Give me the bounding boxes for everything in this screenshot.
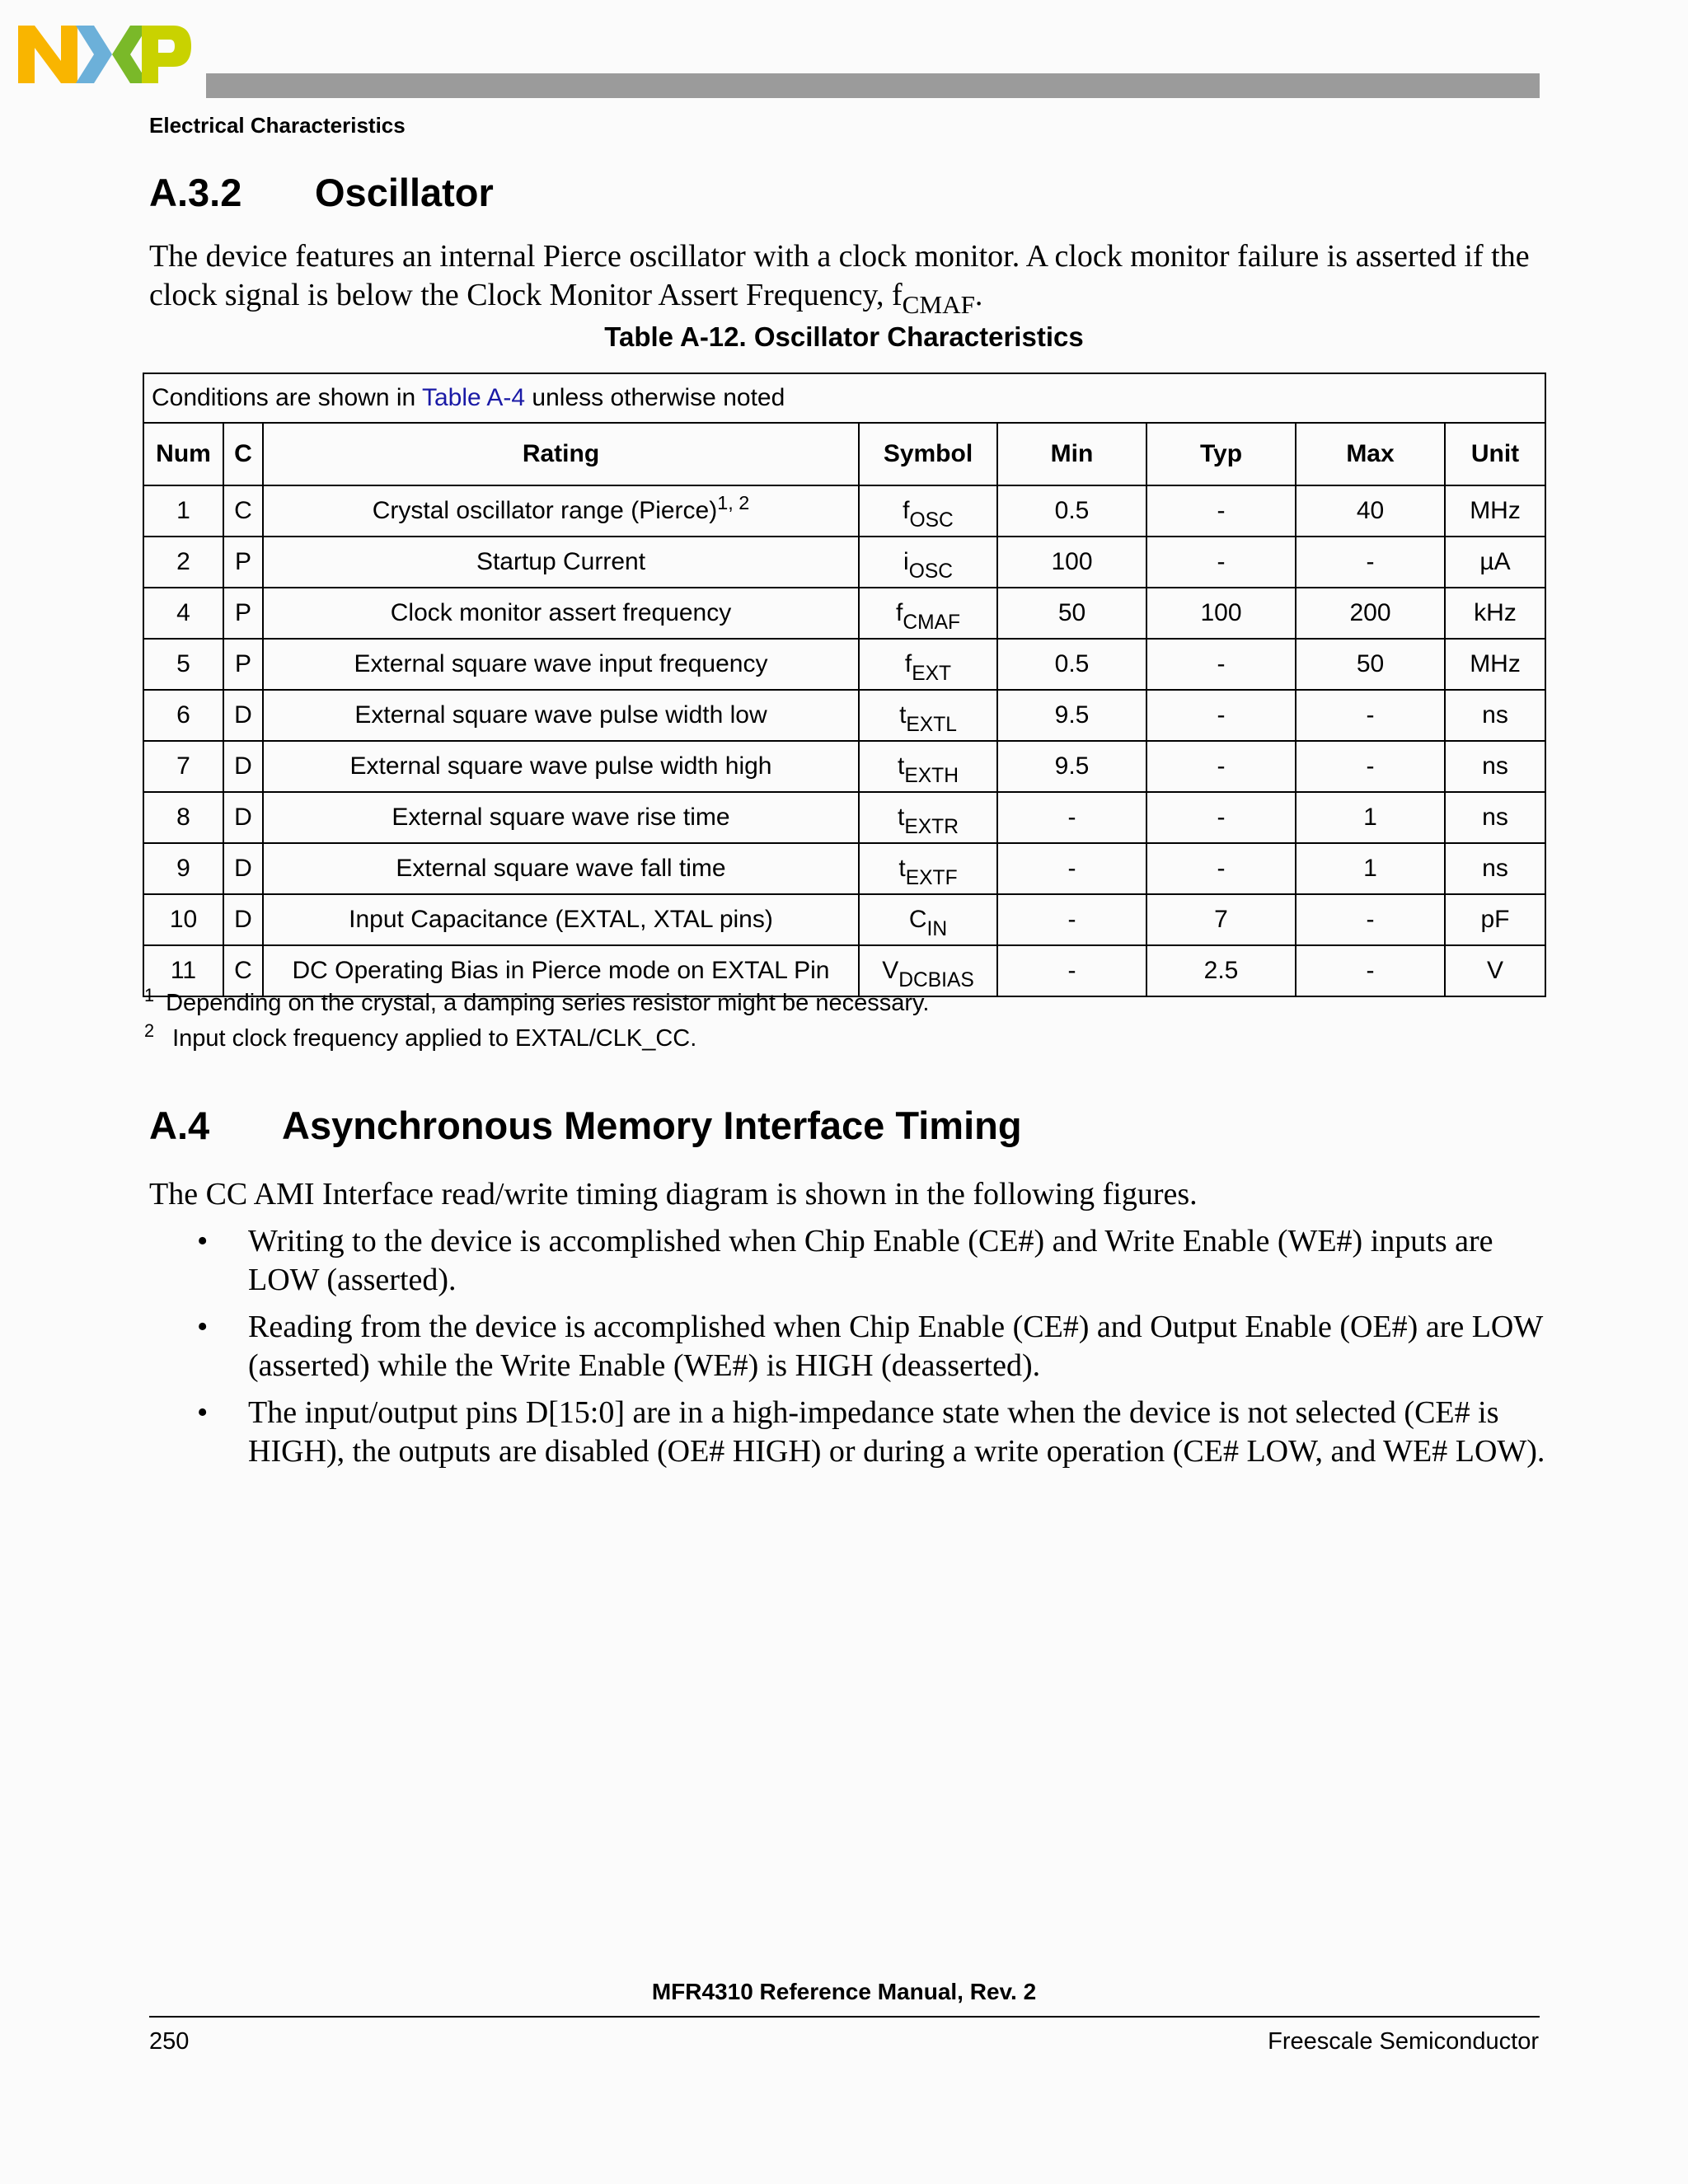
bullet-list — [149, 1222, 1550, 1479]
cell-rating: Clock monitor assert frequency — [263, 588, 859, 639]
cell-rating: DC Operating Bias in Pierce mode on EXTAL Pin — [263, 945, 859, 996]
cell-max: - — [1296, 894, 1445, 945]
cell-max: 50 — [1296, 639, 1445, 690]
cell-symbol: $t_{EXTH}$ — [859, 741, 997, 792]
bullet-icon: • — [197, 1310, 209, 1344]
cell-c: P — [223, 537, 263, 588]
cell-typ: 100 — [1146, 588, 1296, 639]
cell-rating: External square wave pulse width low — [263, 690, 859, 741]
cell-min: - — [997, 945, 1146, 996]
cell-unit: ns — [1445, 741, 1545, 792]
column-header: Min — [997, 423, 1146, 485]
cell-typ: - — [1146, 485, 1296, 537]
column-header: Unit — [1445, 423, 1545, 485]
cell-typ: 2.5 — [1146, 945, 1296, 996]
cell-rating: External square wave input frequency — [263, 639, 859, 690]
section-heading-a4 — [149, 1103, 1022, 1148]
cell-c: D — [223, 843, 263, 894]
cell-num: 7 — [143, 741, 223, 792]
cell-unit: MHz — [1445, 639, 1545, 690]
cell-rating: Startup Current — [263, 537, 859, 588]
cell-max: - — [1296, 690, 1445, 741]
cell-max: 1 — [1296, 843, 1445, 894]
cell-max: - — [1296, 537, 1445, 588]
table-row — [143, 792, 1545, 843]
section-heading-a32 — [149, 170, 494, 215]
cell-typ: - — [1146, 792, 1296, 843]
table-row — [143, 843, 1545, 894]
column-header: Max — [1296, 423, 1445, 485]
cell-min: 0.5 — [997, 485, 1146, 537]
running-header: Electrical Characteristics — [149, 113, 406, 138]
section-number: A.4 — [149, 1104, 210, 1147]
cell-symbol: $t_{EXTL}$ — [859, 690, 997, 741]
cell-symbol: $V_{DCBIAS}$ — [859, 945, 997, 996]
footnote-1: $^1$ Depending on the crystal, a damping series resistor might be necessary. — [144, 985, 930, 1016]
cell-c: D — [223, 690, 263, 741]
header-row — [143, 423, 1545, 485]
cell-min: - — [997, 894, 1146, 945]
column-header: Rating — [263, 423, 859, 485]
cell-rating: Crystal oscillator range (Pierce)$^{1, 2}$ — [263, 485, 859, 537]
cell-rating: External square wave rise time — [263, 792, 859, 843]
nxp-logo — [18, 21, 191, 87]
list-item: • The input/output pins D[15:0] are in a high-impedance state when the device is not selected (CE# is HIGH), the outputs are disabled (OE# HIGH) or during a write operation (CE# LOW, and WE# LOW). — [197, 1395, 1545, 1469]
cell-num: 1 — [143, 485, 223, 537]
cell-symbol: $f_{EXT}$ — [859, 639, 997, 690]
table-row — [143, 485, 1545, 537]
bullet-icon: • — [197, 1395, 209, 1430]
column-header: Symbol — [859, 423, 997, 485]
cell-unit: V — [1445, 945, 1545, 996]
cell-symbol: $t_{EXTR}$ — [859, 792, 997, 843]
section-number: A.3.2 — [149, 171, 242, 214]
footer-rule — [149, 2016, 1540, 2018]
column-header: Typ — [1146, 423, 1296, 485]
table-row — [143, 639, 1545, 690]
cell-unit: kHz — [1445, 588, 1545, 639]
cell-max: 40 — [1296, 485, 1445, 537]
cell-typ: - — [1146, 741, 1296, 792]
column-header: C — [223, 423, 263, 485]
oscillator-table — [143, 373, 1546, 997]
cell-min: 100 — [997, 537, 1146, 588]
cell-c: D — [223, 792, 263, 843]
cell-num: 10 — [143, 894, 223, 945]
cell-num: 11 — [143, 945, 223, 996]
list-item: • Writing to the device is accomplished when Chip Enable (CE#) and Write Enable (WE#) inputs are LOW (asserted). — [197, 1224, 1493, 1297]
list-item: • Reading from the device is accomplished when Chip Enable (CE#) and Output Enable (OE#) are LOW (asserted) while the Write Enable (WE#) is HIGH (deasserted). — [197, 1310, 1543, 1383]
section-title: Oscillator — [315, 171, 494, 214]
cell-unit: pF — [1445, 894, 1545, 945]
cell-min: 0.5 — [997, 639, 1146, 690]
cell-min: 50 — [997, 588, 1146, 639]
cell-symbol: $i_{OSC}$ — [859, 537, 997, 588]
table-a4-link[interactable]: Table A-4 — [421, 384, 526, 411]
table-row — [143, 588, 1545, 639]
bullet-icon: • — [197, 1224, 209, 1258]
table-row — [143, 537, 1545, 588]
section-title: Asynchronous Memory Interface Timing — [282, 1104, 1022, 1147]
publisher: Freescale Semiconductor — [1268, 2028, 1539, 2055]
cell-rating: Input Capacitance (EXTAL, XTAL pins) — [263, 894, 859, 945]
cell-unit: ns — [1445, 843, 1545, 894]
cell-unit: ns — [1445, 690, 1545, 741]
ami-paragraph: The CC AMI Interface read/write timing diagram is shown in the following figures. — [149, 1177, 1198, 1212]
conditions-row: Conditions are shown in Table A-4 unless otherwise noted — [143, 373, 1545, 423]
header-bar — [206, 73, 1540, 98]
cell-typ: 7 — [1146, 894, 1296, 945]
cell-num: 8 — [143, 792, 223, 843]
cell-unit: MHz — [1445, 485, 1545, 537]
cell-min: 9.5 — [997, 690, 1146, 741]
cell-symbol: $f_{CMAF}$ — [859, 588, 997, 639]
cell-c: P — [223, 639, 263, 690]
cell-typ: - — [1146, 690, 1296, 741]
cell-max: - — [1296, 945, 1445, 996]
footer-title: MFR4310 Reference Manual, Rev. 2 — [651, 1979, 1037, 2004]
cell-typ: - — [1146, 843, 1296, 894]
cell-unit: ns — [1445, 792, 1545, 843]
cell-min: - — [997, 792, 1146, 843]
table-caption: Table A-12. Oscillator Characteristics — [604, 321, 1084, 352]
cell-c: P — [223, 588, 263, 639]
cell-num: 6 — [143, 690, 223, 741]
cell-max: - — [1296, 741, 1445, 792]
table-row — [143, 894, 1545, 945]
column-header: Num — [143, 423, 223, 485]
cell-symbol: $C_{IN}$ — [859, 894, 997, 945]
cell-c: D — [223, 894, 263, 945]
cell-max: 200 — [1296, 588, 1445, 639]
cell-typ: - — [1146, 537, 1296, 588]
cell-num: 5 — [143, 639, 223, 690]
cell-c: C — [223, 485, 263, 537]
page-number: 250 — [149, 2028, 190, 2055]
footnote-2: $^2$ Input clock frequency applied to EXTAL/CLK_CC. — [144, 1020, 697, 1052]
cell-rating: External square wave pulse width high — [263, 741, 859, 792]
cell-unit: µA — [1445, 537, 1545, 588]
cell-min: - — [997, 843, 1146, 894]
cell-num: 2 — [143, 537, 223, 588]
table-row — [143, 690, 1545, 741]
cell-max: 1 — [1296, 792, 1445, 843]
oscillator-paragraph: The device features an internal Pierce oscillator with a clock monitor. A clock monitor failure is asserted if the clock signal is below the Clock Monitor Assert Frequency, $f_{CMAF}$. — [149, 239, 1530, 319]
cell-symbol: $f_{OSC}$ — [859, 485, 997, 537]
cell-num: 4 — [143, 588, 223, 639]
cell-c: C — [223, 945, 263, 996]
cell-min: 9.5 — [997, 741, 1146, 792]
cell-rating: External square wave fall time — [263, 843, 859, 894]
cell-num: 9 — [143, 843, 223, 894]
table-row — [143, 741, 1545, 792]
cell-symbol: $t_{EXTF}$ — [859, 843, 997, 894]
cell-c: D — [223, 741, 263, 792]
cell-typ: - — [1146, 639, 1296, 690]
